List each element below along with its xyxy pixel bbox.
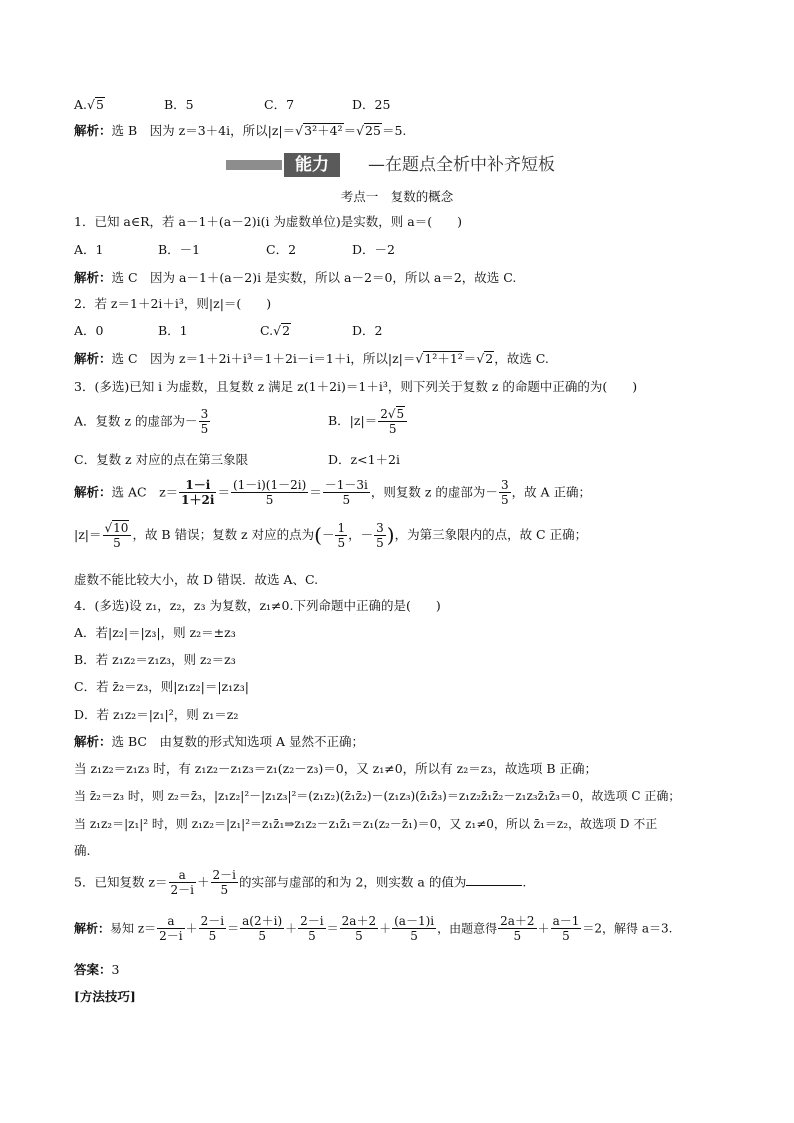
- top-option-c: C．7: [264, 97, 295, 112]
- q4-analysis-2: 当 z₁z₂＝z₁z₃ 时，有 z₁z₂－z₁z₃＝z₁(z₂－z₃)＝0，又 z₁≠0，所以有 z₂＝z₃，故选项 B 正确；: [74, 761, 597, 776]
- q3-analysis-2: |z|＝ $\frac{√10}{5}$ ，故 B 错误；复数 z 对应的点为(－ $\frac{1}{5}$ ，－ $\frac{3}{5}$ )，为第三象限内的点，故 C 正确；: [74, 520, 588, 550]
- top-option-a: A.√5: [74, 97, 104, 112]
- q1-options: [74, 242, 734, 258]
- q1-stem: 1．已知 a∈R，若 a－1＋(a－2)i(i 为虚数单位)是实数，则 a＝( ): [74, 214, 462, 229]
- q2-option-b: B．1: [158, 323, 188, 338]
- banner-subtitle: —在题点全析中补齐短板: [368, 155, 555, 175]
- q3-options-ab: [74, 406, 734, 442]
- q1-option-a: A．1: [74, 242, 104, 257]
- q5-answer-blank: [466, 873, 522, 886]
- q3-option-a: A．复数 z 的虚部为－ $\frac{3}{5}$: [74, 406, 209, 436]
- q1-analysis: 解析：选 C 因为 a－1＋(a－2)i 是实数，所以 a－2＝0，所以 a＝2，故选 C.: [74, 270, 517, 285]
- q4-analysis-4: 当 z₁z₂＝|z₁|² 时，则 z₁z₂＝|z₁|²＝z₁z̄₁⇒z₁z₂－z₁z̄₁＝z₁(z₂－z̄₁)＝0，又 z₁≠0，所以 z̄₁＝z₂，故选项 D 不正: [74, 817, 658, 831]
- q4-option-c: C．若 z̄₂＝z₃，则|z₁z₂|＝|z₁z₃|: [74, 679, 249, 694]
- q4-analysis-5: 确.: [74, 843, 91, 858]
- q3-option-b: B．|z|＝ $\frac{2√5}{5}$: [328, 406, 408, 436]
- section-title: 考点一 复数的概念: [340, 189, 454, 204]
- q4-option-b: B．若 z₁z₂＝z₁z₃，则 z₂＝z₃: [74, 652, 236, 667]
- q3-option-d: D．z<1＋2i: [328, 452, 400, 467]
- q1-option-b: B．－1: [158, 242, 201, 257]
- q2-options: [74, 323, 734, 339]
- q4-analysis-1: 解析：选 BC 由复数的形式知选项 A 显然不正确；: [74, 734, 364, 749]
- method-tips: [方法技巧]: [74, 989, 136, 1004]
- q4-option-d: D．若 z₁z₂＝|z₁|²，则 z₁＝z₂: [74, 707, 239, 722]
- q2-analysis: 解析：选 C 因为 z＝1＋2i＋i³＝1＋2i－i＝1＋i，所以|z|＝√1²＋1²＝√2，故选 C.: [74, 351, 549, 366]
- banner-word: 能力: [284, 153, 340, 177]
- q2-stem: 2．若 z＝1＋2i＋i³，则|z|＝( ): [74, 296, 272, 311]
- q1-option-d: D．－2: [352, 242, 395, 257]
- q4-analysis-3: 当 z̄₂＝z₃ 时，则 z₂＝z̄₃，|z₁z₂|²－|z₁z₃|²＝(z₁z₂)(z̄₁z̄₂)－(z₁z₃)(z̄₁z̄₃)＝z₁z₂z̄₁z̄₂－z₁z₃z̄₁z̄₃＝0，故选项 C 正确；: [74, 789, 681, 803]
- q1-option-c: C．2: [266, 242, 297, 257]
- top-option-b: B．5: [164, 97, 194, 112]
- q2-option-a: A．0: [74, 323, 104, 338]
- q3-analysis-3: 虚数不能比较大小，故 D 错误．故选 A、C.: [74, 572, 319, 587]
- q2-option-d: D．2: [352, 323, 383, 338]
- top-options: [74, 97, 734, 113]
- banner-bar: [226, 160, 282, 170]
- q4-option-a: A．若|z₂|＝|z₃|，则 z₂＝±z₃: [74, 625, 236, 640]
- q2-option-c: C.√2: [260, 323, 291, 338]
- q5-analysis: 解析：易知 z＝ $\frac{a}{2-i}$ ＋ $\frac{2-i}{5}$ ＝ $\frac{a(2+i)}{5}$ ＋ $\frac{2-i}{5}$ ＝ $\frac{2a+2}{5}$ ＋ $\frac{(a-1)i}{5}$ ，由题意得 $\frac{2a+2}{5}$ ＋ $\frac{a-1}{5}$ ＝2，解得 a＝3.: [74, 914, 673, 943]
- q3-stem: 3．(多选)已知 i 为虚数，且复数 z 满足 z(1＋2i)＝1＋i³，则下列关于复数 z 的命题中正确的为( ): [74, 379, 638, 394]
- top-option-d: D．25: [352, 97, 391, 112]
- q5-stem: 5．已知复数 z＝ $\frac{a}{2-i}$ ＋ $\frac{2-i}{5}$ 的实部与虚部的和为 2，则实数 a 的值为 .: [74, 868, 527, 897]
- q3-option-c: C．复数 z 对应的点在第三象限: [74, 452, 249, 467]
- q5-answer: 答案：3: [74, 962, 120, 977]
- section-banner: [226, 153, 576, 177]
- q4-stem: 4．(多选)设 z₁，z₂，z₃ 为复数，z₁≠0.下列命题中正确的是( ): [74, 598, 441, 613]
- q3-options-cd: [74, 452, 734, 468]
- top-analysis: 解析：选 B 因为 z＝3＋4i，所以|z|＝√3²＋4²＝√25＝5.: [74, 123, 407, 138]
- q3-analysis-1: 解析：选 AC z＝ $\frac{1-i}{1+2i}$ ＝ $\frac{(1-i)(1-2i)}{5}$ ＝ $\frac{-1-3i}{5}$ ，则复数 z 的虚部为－ $\frac{3}{5}$ ，故 A 正确；: [74, 478, 592, 507]
